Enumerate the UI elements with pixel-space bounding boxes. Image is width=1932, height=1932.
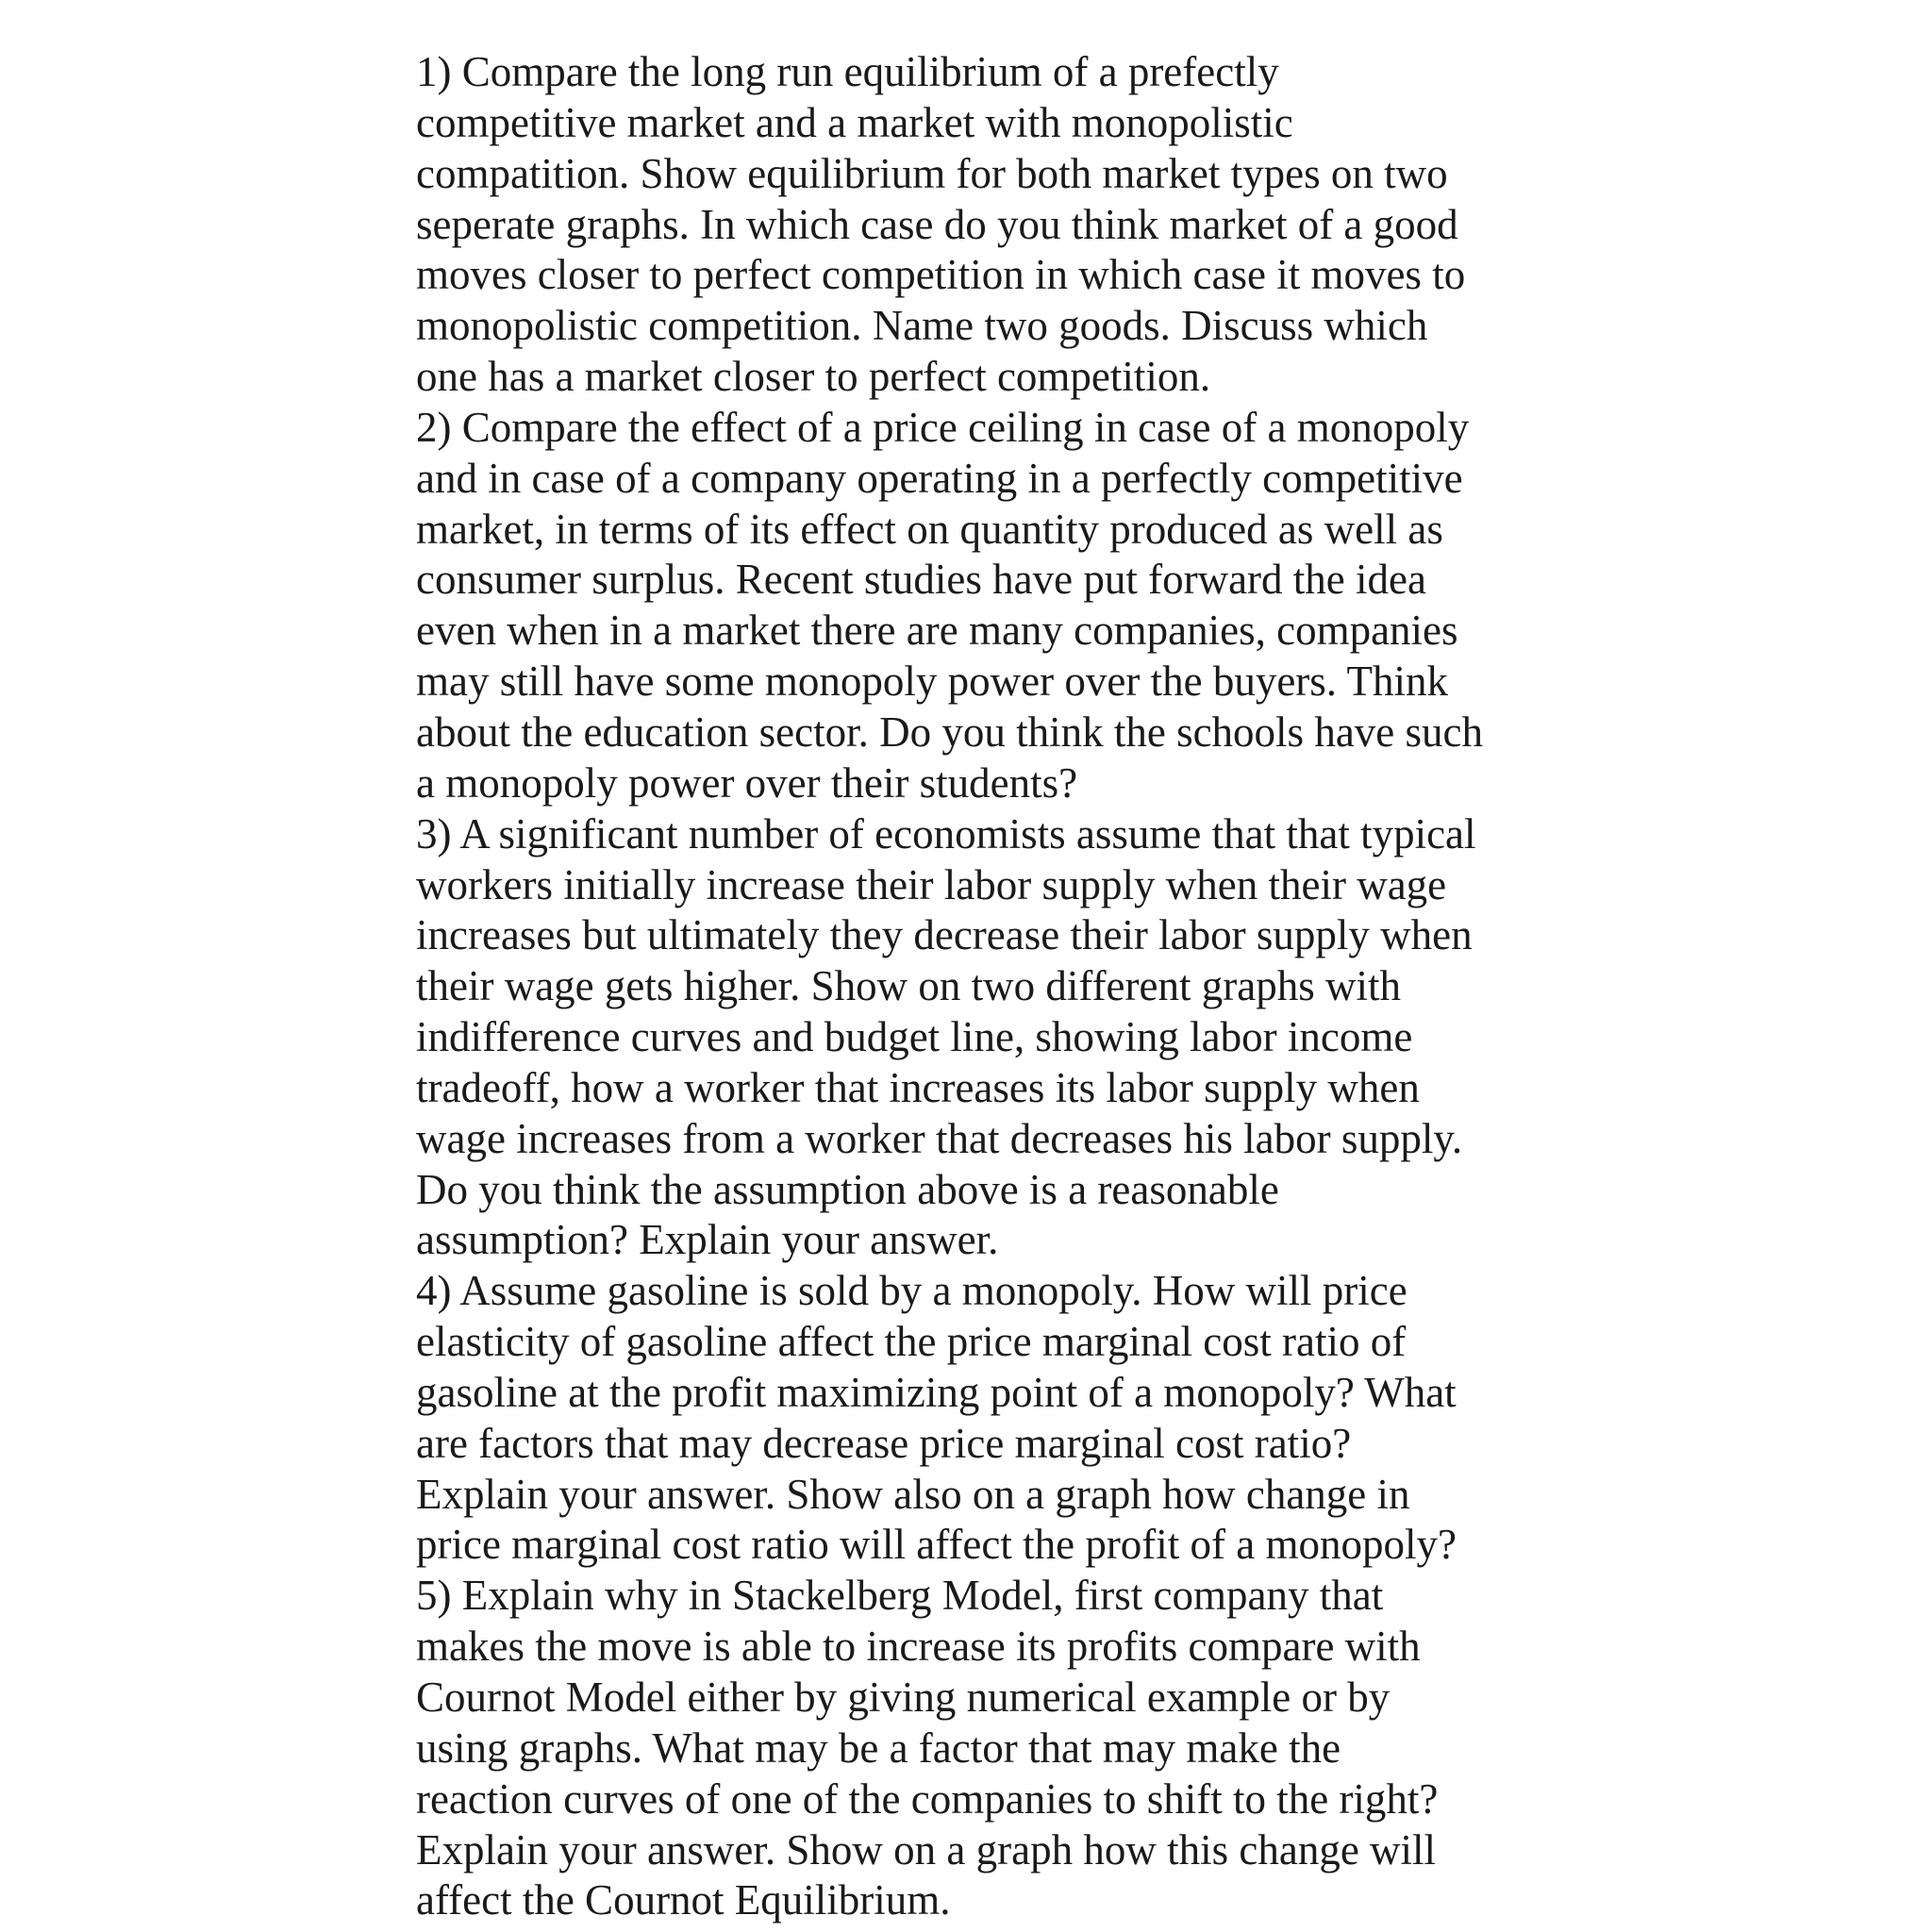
question-3 xyxy=(416,809,1529,1267)
question-5-line: using graphs. What may be a factor that may make the xyxy=(416,1724,1341,1772)
question-2-line: consumer surplus. Recent studies have put forward the idea xyxy=(416,556,1426,604)
question-4-line: 4) Assume gasoline is sold by a monopoly. How will price xyxy=(416,1267,1407,1315)
question-2-line: market, in terms of its effect on quantity produced as well as xyxy=(416,505,1443,553)
question-5 xyxy=(416,1571,1529,1926)
question-1-line: moves closer to perfect competition in which case it moves to xyxy=(416,251,1466,299)
question-2-line: 2) Compare the effect of a price ceiling in case of a monopoly xyxy=(416,403,1470,451)
question-2-line: a monopoly power over their students? xyxy=(416,758,1078,807)
question-4-line: are factors that may decrease price marginal cost ratio? xyxy=(416,1419,1352,1467)
question-3-line: workers initially increase their labor supply when their wage xyxy=(416,860,1447,908)
question-3-line: assumption? Explain your answer. xyxy=(416,1216,999,1264)
question-2 xyxy=(416,403,1529,809)
question-5-line: Cournot Model either by giving numerical example or by xyxy=(416,1674,1391,1721)
question-1-line: 1) Compare the long run equilibrium of a prefectly xyxy=(416,48,1279,95)
question-3-line: increases but ultimately they decrease their labor supply when xyxy=(416,911,1473,959)
question-5-line: 5) Explain why in Stackelberg Model, first company that xyxy=(416,1572,1384,1620)
question-1-line: competitive market and a market with monopolistic xyxy=(416,98,1293,146)
question-4-line: elasticity of gasoline affect the price marginal cost ratio of xyxy=(416,1318,1407,1366)
question-3-line: wage increases from a worker that decreases his labor supply. xyxy=(416,1114,1463,1162)
question-3-line: their wage gets higher. Show on two different graphs with xyxy=(416,962,1401,1010)
question-1 xyxy=(416,47,1529,403)
question-4-line: Explain your answer. Show also on a graph how change in xyxy=(416,1470,1410,1518)
question-2-line: about the education sector. Do you think the schools have such xyxy=(416,708,1483,756)
question-5-line: makes the move is able to increase its profits compare with xyxy=(416,1623,1421,1671)
question-5-line: reaction curves of one of the companies to shift to the right? xyxy=(416,1774,1439,1823)
question-2-line: may still have some monopoly power over the buyers. Think xyxy=(416,658,1448,706)
question-5-line: Explain your answer. Show on a graph how this change will xyxy=(416,1825,1437,1874)
question-1-line: seperate graphs. In which case do you think market of a good xyxy=(416,200,1458,248)
question-1-line: compatition. Show equilibrium for both market types on two xyxy=(416,149,1448,197)
question-3-line: tradeoff, how a worker that increases its labor supply when xyxy=(416,1063,1420,1111)
question-2-line: even when in a market there are many companies, companies xyxy=(416,607,1458,655)
question-2-line: and in case of a company operating in a perfectly competitive xyxy=(416,454,1463,502)
question-4-line: price marginal cost ratio will affect the profit of a monopoly? xyxy=(416,1521,1457,1569)
question-5-line: affect the Cournot Equilibrium. xyxy=(416,1876,951,1924)
question-3-line: indifference curves and budget line, showing labor income xyxy=(416,1013,1413,1061)
question-3-line: Do you think the assumption above is a reasonable xyxy=(416,1165,1279,1213)
question-4 xyxy=(416,1266,1529,1571)
question-1-line: one has a market closer to perfect competition. xyxy=(416,353,1211,401)
question-4-line: gasoline at the profit maximizing point of a monopoly? What xyxy=(416,1368,1457,1416)
question-1-line: monopolistic competition. Name two goods. Discuss which xyxy=(416,302,1428,350)
question-3-line: 3) A significant number of economists assume that that typical xyxy=(416,809,1476,858)
question-document xyxy=(416,47,1529,1926)
